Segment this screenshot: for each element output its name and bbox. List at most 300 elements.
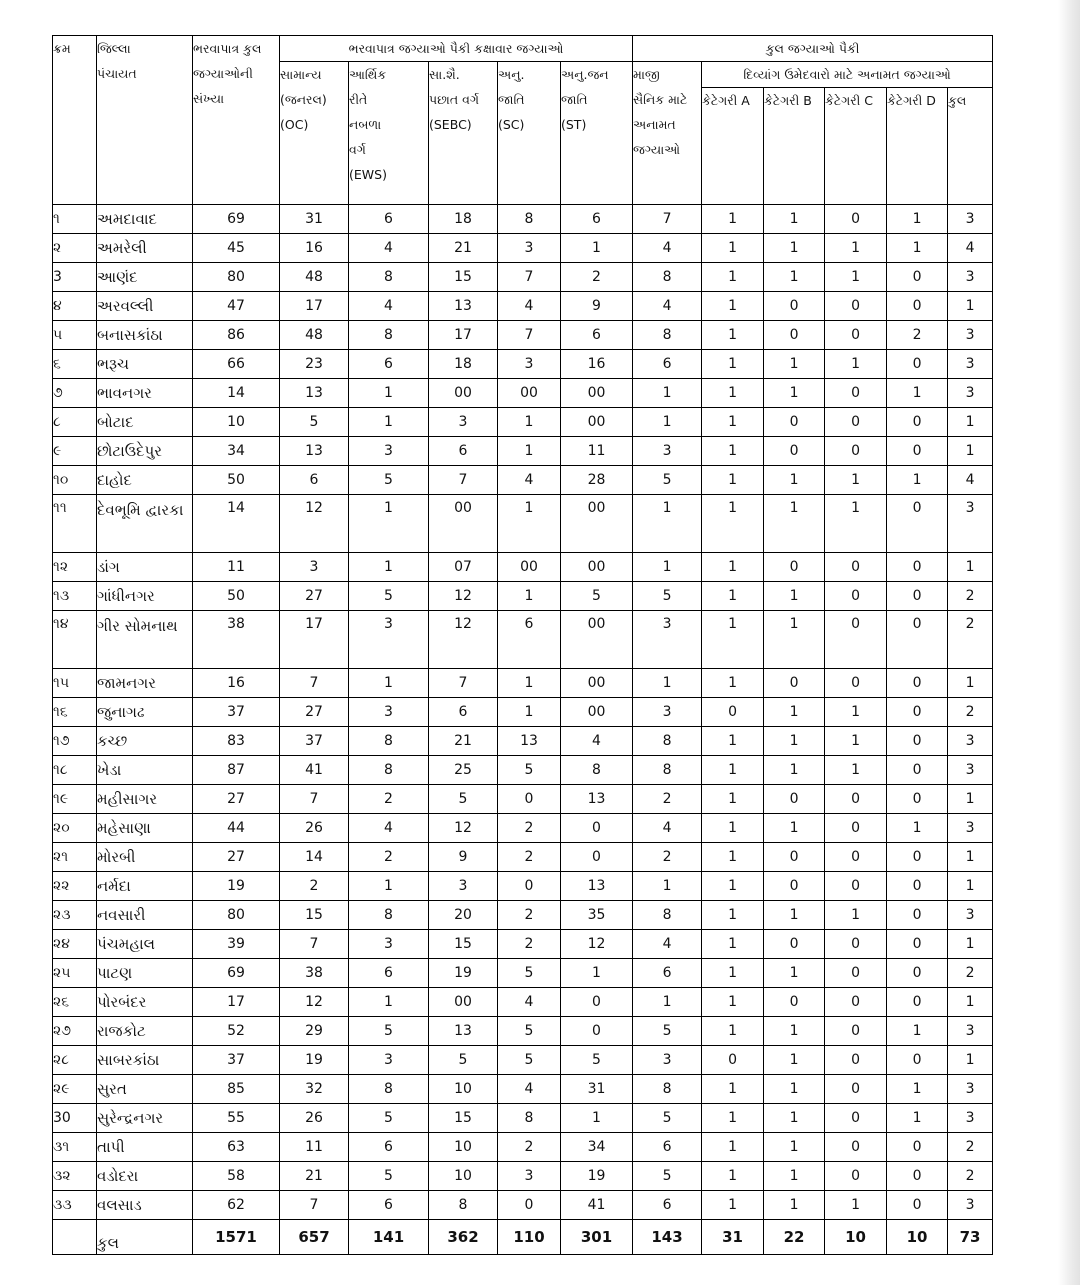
sr-no-cell: ૨ [53, 234, 97, 263]
category-b-cell: 0 [764, 437, 825, 466]
general-cell: 7 [280, 785, 349, 814]
district-cell: મહીસાગર [97, 785, 193, 814]
category-d-cell: 0 [887, 292, 948, 321]
header-sebc: સા.શૈ. પછાત વર્ગ (SEBC) [429, 62, 498, 205]
ews-cell: 3 [349, 611, 429, 669]
category-b-cell: 1 [764, 1191, 825, 1220]
table-row [53, 698, 993, 727]
category-a-cell: 1 [702, 959, 764, 988]
general-cell: 48 [280, 263, 349, 292]
sr-no-cell: ૨૫ [53, 959, 97, 988]
totals-total: 1571 [193, 1220, 280, 1255]
sr-no-cell: ૨૩ [53, 901, 97, 930]
category-c-cell: 0 [825, 1133, 887, 1162]
ews-cell: 5 [349, 1017, 429, 1046]
sc-cell: 0 [498, 872, 561, 901]
total-posts-cell: 34 [193, 437, 280, 466]
category-d-cell: 1 [887, 1104, 948, 1133]
category-a-cell: 0 [702, 698, 764, 727]
header-category-d: કેટેગરી D [887, 88, 948, 205]
category-d-cell: 0 [887, 350, 948, 379]
sc-cell: 1 [498, 582, 561, 611]
ews-cell: 5 [349, 1162, 429, 1191]
district-cell: મોરબી [97, 843, 193, 872]
totals-cat-b: 22 [764, 1220, 825, 1255]
category-b-cell: 1 [764, 350, 825, 379]
category-a-cell: 1 [702, 1133, 764, 1162]
table-row [53, 263, 993, 292]
category-c-cell: 0 [825, 437, 887, 466]
total-posts-cell: 37 [193, 698, 280, 727]
ex-servicemen-cell: 1 [633, 669, 702, 698]
category-c-cell: 0 [825, 988, 887, 1017]
ews-cell: 8 [349, 321, 429, 350]
ews-cell: 1 [349, 495, 429, 553]
table-row [53, 553, 993, 582]
header-disabled-group: દિવ્યાંગ ઉમેદવારો માટે અનામત જગ્યાઓ [702, 62, 993, 88]
category-d-cell: 2 [887, 321, 948, 350]
ex-servicemen-cell: 3 [633, 437, 702, 466]
category-d-cell: 1 [887, 814, 948, 843]
category-d-cell: 0 [887, 959, 948, 988]
ex-servicemen-cell: 4 [633, 234, 702, 263]
general-cell: 26 [280, 1104, 349, 1133]
totals-row [53, 1220, 993, 1255]
totals-disabled-total: 73 [948, 1220, 993, 1255]
general-cell: 17 [280, 611, 349, 669]
general-cell: 32 [280, 1075, 349, 1104]
table-row [53, 756, 993, 785]
general-cell: 31 [280, 205, 349, 234]
table-row [53, 1046, 993, 1075]
disabled-total-cell: 3 [948, 495, 993, 553]
sebc-cell: 9 [429, 843, 498, 872]
disabled-total-cell: 1 [948, 872, 993, 901]
general-cell: 27 [280, 582, 349, 611]
ex-servicemen-cell: 8 [633, 321, 702, 350]
general-cell: 12 [280, 495, 349, 553]
general-cell: 13 [280, 379, 349, 408]
ex-servicemen-cell: 1 [633, 495, 702, 553]
general-cell: 26 [280, 814, 349, 843]
ews-cell: 6 [349, 205, 429, 234]
district-cell: જુનાગઢ [97, 698, 193, 727]
district-cell: ગાંધીનગર [97, 582, 193, 611]
sr-no-cell: ૯ [53, 437, 97, 466]
disabled-total-cell: 1 [948, 553, 993, 582]
general-cell: 38 [280, 959, 349, 988]
header-disabled-total: કુલ [948, 88, 993, 205]
total-posts-cell: 47 [193, 292, 280, 321]
sr-no-cell: ૩૧ [53, 1133, 97, 1162]
sebc-cell: 19 [429, 959, 498, 988]
ews-cell: 2 [349, 785, 429, 814]
totals-oc: 657 [280, 1220, 349, 1255]
disabled-total-cell: 1 [948, 669, 993, 698]
disabled-total-cell: 2 [948, 698, 993, 727]
disabled-total-cell: 1 [948, 843, 993, 872]
category-c-cell: 0 [825, 814, 887, 843]
st-cell: 0 [561, 843, 633, 872]
district-cell: જામનગર [97, 669, 193, 698]
sc-cell: 8 [498, 205, 561, 234]
category-b-cell: 1 [764, 582, 825, 611]
category-d-cell: 1 [887, 205, 948, 234]
total-posts-cell: 38 [193, 611, 280, 669]
category-c-cell: 0 [825, 292, 887, 321]
st-cell: 13 [561, 785, 633, 814]
st-cell: 0 [561, 988, 633, 1017]
district-cell: દાહોદ [97, 466, 193, 495]
category-a-cell: 1 [702, 321, 764, 350]
st-cell: 1 [561, 1104, 633, 1133]
district-cell: વલસાડ [97, 1191, 193, 1220]
category-d-cell: 0 [887, 872, 948, 901]
st-cell: 34 [561, 1133, 633, 1162]
total-posts-cell: 63 [193, 1133, 280, 1162]
totals-cat-a: 31 [702, 1220, 764, 1255]
category-a-cell: 1 [702, 1017, 764, 1046]
category-c-cell: 0 [825, 785, 887, 814]
total-posts-cell: 14 [193, 379, 280, 408]
sebc-cell: 5 [429, 1046, 498, 1075]
header-total-group: કુલ જગ્યાઓ પૈકી [633, 36, 993, 62]
table-row [53, 930, 993, 959]
disabled-total-cell: 3 [948, 379, 993, 408]
totals-cat-c: 10 [825, 1220, 887, 1255]
category-b-cell: 1 [764, 1017, 825, 1046]
sebc-cell: 10 [429, 1162, 498, 1191]
table-row [53, 727, 993, 756]
district-cell: બોટાદ [97, 408, 193, 437]
total-posts-cell: 50 [193, 466, 280, 495]
disabled-total-cell: 3 [948, 727, 993, 756]
category-d-cell: 0 [887, 408, 948, 437]
table-row [53, 379, 993, 408]
total-posts-cell: 80 [193, 901, 280, 930]
sc-cell: 7 [498, 263, 561, 292]
sr-no-cell: ૮ [53, 408, 97, 437]
ex-servicemen-cell: 1 [633, 872, 702, 901]
sr-no-cell: ૨૬ [53, 988, 97, 1017]
sr-no-cell: ૩૨ [53, 1162, 97, 1191]
category-c-cell: 0 [825, 1075, 887, 1104]
st-cell: 12 [561, 930, 633, 959]
ews-cell: 3 [349, 930, 429, 959]
sebc-cell: 12 [429, 814, 498, 843]
category-b-cell: 0 [764, 872, 825, 901]
ex-servicemen-cell: 6 [633, 1133, 702, 1162]
sc-cell: 2 [498, 930, 561, 959]
st-cell: 00 [561, 698, 633, 727]
disabled-total-cell: 1 [948, 292, 993, 321]
sebc-cell: 6 [429, 698, 498, 727]
disabled-total-cell: 3 [948, 263, 993, 292]
disabled-total-cell: 3 [948, 1104, 993, 1133]
sc-cell: 2 [498, 814, 561, 843]
total-posts-cell: 45 [193, 234, 280, 263]
category-b-cell: 0 [764, 292, 825, 321]
category-a-cell: 1 [702, 843, 764, 872]
st-cell: 00 [561, 669, 633, 698]
category-c-cell: 1 [825, 1191, 887, 1220]
sr-no-cell: ૧૨ [53, 553, 97, 582]
ews-cell: 5 [349, 466, 429, 495]
category-a-cell: 1 [702, 350, 764, 379]
category-b-cell: 1 [764, 756, 825, 785]
disabled-total-cell: 2 [948, 1162, 993, 1191]
sebc-cell: 21 [429, 727, 498, 756]
disabled-total-cell: 3 [948, 901, 993, 930]
sr-no-cell: ૧૪ [53, 611, 97, 669]
category-b-cell: 1 [764, 466, 825, 495]
category-b-cell: 0 [764, 988, 825, 1017]
total-posts-cell: 52 [193, 1017, 280, 1046]
table-row [53, 408, 993, 437]
sr-no-cell: ૪ [53, 292, 97, 321]
table-row [53, 1191, 993, 1220]
sebc-cell: 3 [429, 408, 498, 437]
ex-servicemen-cell: 6 [633, 1191, 702, 1220]
category-a-cell: 1 [702, 466, 764, 495]
category-d-cell: 0 [887, 1133, 948, 1162]
category-d-cell: 0 [887, 263, 948, 292]
st-cell: 6 [561, 205, 633, 234]
disabled-total-cell: 3 [948, 1017, 993, 1046]
sc-cell: 4 [498, 466, 561, 495]
sr-no-cell: ૨૯ [53, 1075, 97, 1104]
district-cell: ખેડા [97, 756, 193, 785]
district-cell: વડોદરા [97, 1162, 193, 1191]
ews-cell: 8 [349, 756, 429, 785]
total-posts-cell: 55 [193, 1104, 280, 1133]
category-c-cell: 0 [825, 1046, 887, 1075]
sr-no-cell: 3 [53, 263, 97, 292]
ews-cell: 4 [349, 234, 429, 263]
ews-cell: 6 [349, 1133, 429, 1162]
district-cell: સુરત [97, 1075, 193, 1104]
general-cell: 3 [280, 553, 349, 582]
category-d-cell: 0 [887, 611, 948, 669]
sebc-cell: 13 [429, 292, 498, 321]
sr-no-cell: ૨૭ [53, 1017, 97, 1046]
st-cell: 6 [561, 321, 633, 350]
sebc-cell: 15 [429, 930, 498, 959]
category-a-cell: 1 [702, 756, 764, 785]
sr-no-cell: ૧ [53, 205, 97, 234]
sr-no-cell: ૩૩ [53, 1191, 97, 1220]
table-row [53, 988, 993, 1017]
district-cell: દેવભૂમિ દ્વારકા [97, 495, 193, 553]
sebc-cell: 7 [429, 669, 498, 698]
category-a-cell: 1 [702, 408, 764, 437]
district-cell: કચ્છ [97, 727, 193, 756]
category-a-cell: 1 [702, 669, 764, 698]
category-c-cell: 0 [825, 553, 887, 582]
st-cell: 16 [561, 350, 633, 379]
district-cell: પંચમહાલ [97, 930, 193, 959]
sc-cell: 3 [498, 234, 561, 263]
sc-cell: 4 [498, 1075, 561, 1104]
district-cell: છોટાઉદેપુર [97, 437, 193, 466]
total-posts-cell: 80 [193, 263, 280, 292]
category-c-cell: 0 [825, 582, 887, 611]
general-cell: 27 [280, 698, 349, 727]
sc-cell: 1 [498, 495, 561, 553]
totals-label: કુલ [97, 1220, 193, 1255]
ews-cell: 3 [349, 698, 429, 727]
category-d-cell: 0 [887, 553, 948, 582]
category-a-cell: 1 [702, 872, 764, 901]
st-cell: 00 [561, 379, 633, 408]
category-b-cell: 0 [764, 408, 825, 437]
sc-cell: 3 [498, 350, 561, 379]
ex-servicemen-cell: 5 [633, 582, 702, 611]
ex-servicemen-cell: 1 [633, 408, 702, 437]
ews-cell: 8 [349, 263, 429, 292]
district-cell: આણંદ [97, 263, 193, 292]
category-c-cell: 0 [825, 321, 887, 350]
st-cell: 5 [561, 1046, 633, 1075]
sc-cell: 2 [498, 1133, 561, 1162]
general-cell: 5 [280, 408, 349, 437]
category-d-cell: 0 [887, 843, 948, 872]
district-cell: અમરેલી [97, 234, 193, 263]
category-c-cell: 1 [825, 350, 887, 379]
table-row [53, 785, 993, 814]
sr-no-cell: ૨૧ [53, 843, 97, 872]
sc-cell: 13 [498, 727, 561, 756]
category-b-cell: 1 [764, 495, 825, 553]
sr-no-cell: ૨૦ [53, 814, 97, 843]
ex-servicemen-cell: 1 [633, 553, 702, 582]
disabled-total-cell: 1 [948, 437, 993, 466]
disabled-total-cell: 3 [948, 814, 993, 843]
ews-cell: 1 [349, 988, 429, 1017]
district-cell: પોરબંદર [97, 988, 193, 1017]
category-a-cell: 1 [702, 1104, 764, 1133]
sebc-cell: 25 [429, 756, 498, 785]
category-a-cell: 0 [702, 1046, 764, 1075]
disabled-total-cell: 2 [948, 582, 993, 611]
sebc-cell: 7 [429, 466, 498, 495]
sebc-cell: 17 [429, 321, 498, 350]
general-cell: 11 [280, 1133, 349, 1162]
ews-cell: 8 [349, 1075, 429, 1104]
general-cell: 16 [280, 234, 349, 263]
disabled-total-cell: 1 [948, 785, 993, 814]
sr-no-cell: ૧૧ [53, 495, 97, 553]
st-cell: 00 [561, 495, 633, 553]
sc-cell: 5 [498, 1046, 561, 1075]
st-cell: 4 [561, 727, 633, 756]
table-row [53, 901, 993, 930]
ews-cell: 2 [349, 843, 429, 872]
category-a-cell: 1 [702, 379, 764, 408]
category-b-cell: 1 [764, 379, 825, 408]
total-posts-cell: 11 [193, 553, 280, 582]
category-b-cell: 1 [764, 611, 825, 669]
sebc-cell: 00 [429, 988, 498, 1017]
district-cell: તાપી [97, 1133, 193, 1162]
sc-cell: 5 [498, 756, 561, 785]
district-cell: અમદાવાદ [97, 205, 193, 234]
category-d-cell: 0 [887, 785, 948, 814]
category-d-cell: 0 [887, 669, 948, 698]
sc-cell: 1 [498, 698, 561, 727]
st-cell: 0 [561, 814, 633, 843]
category-c-cell: 0 [825, 379, 887, 408]
category-c-cell: 0 [825, 1104, 887, 1133]
totals-sebc: 362 [429, 1220, 498, 1255]
category-b-cell: 0 [764, 669, 825, 698]
sebc-cell: 18 [429, 205, 498, 234]
category-b-cell: 1 [764, 1104, 825, 1133]
sc-cell: 1 [498, 408, 561, 437]
disabled-total-cell: 3 [948, 1191, 993, 1220]
category-d-cell: 0 [887, 1046, 948, 1075]
total-posts-cell: 14 [193, 495, 280, 553]
category-b-cell: 1 [764, 1133, 825, 1162]
st-cell: 41 [561, 1191, 633, 1220]
st-cell: 28 [561, 466, 633, 495]
ews-cell: 5 [349, 582, 429, 611]
sc-cell: 1 [498, 669, 561, 698]
category-d-cell: 1 [887, 1017, 948, 1046]
sc-cell: 8 [498, 1104, 561, 1133]
district-cell: રાજકોટ [97, 1017, 193, 1046]
category-c-cell: 0 [825, 843, 887, 872]
category-c-cell: 1 [825, 756, 887, 785]
total-posts-cell: 69 [193, 205, 280, 234]
table-row [53, 1162, 993, 1191]
sc-cell: 3 [498, 1162, 561, 1191]
sc-cell: 5 [498, 959, 561, 988]
category-a-cell: 1 [702, 611, 764, 669]
category-a-cell: 1 [702, 1075, 764, 1104]
totals-exs: 143 [633, 1220, 702, 1255]
category-d-cell: 1 [887, 466, 948, 495]
category-d-cell: 0 [887, 727, 948, 756]
sebc-cell: 00 [429, 379, 498, 408]
district-cell: અરવલ્લી [97, 292, 193, 321]
ex-servicemen-cell: 6 [633, 350, 702, 379]
category-c-cell: 1 [825, 901, 887, 930]
total-posts-cell: 27 [193, 785, 280, 814]
header-ex-servicemen: માજી સૈનિક માટે અનામત જગ્યાઓ [633, 62, 702, 205]
total-posts-cell: 39 [193, 930, 280, 959]
general-cell: 7 [280, 930, 349, 959]
table-row [53, 292, 993, 321]
general-cell: 29 [280, 1017, 349, 1046]
header-ews: આર્થિક રીતે નબળા વર્ગ (EWS) [349, 62, 429, 205]
category-d-cell: 0 [887, 698, 948, 727]
sc-cell: 5 [498, 1017, 561, 1046]
table-row [53, 669, 993, 698]
general-cell: 6 [280, 466, 349, 495]
ex-servicemen-cell: 6 [633, 959, 702, 988]
ex-servicemen-cell: 2 [633, 785, 702, 814]
general-cell: 17 [280, 292, 349, 321]
vacancy-table [52, 35, 993, 1255]
ews-cell: 6 [349, 1191, 429, 1220]
sc-cell: 7 [498, 321, 561, 350]
total-posts-cell: 19 [193, 872, 280, 901]
ex-servicemen-cell: 1 [633, 988, 702, 1017]
sebc-cell: 07 [429, 553, 498, 582]
category-a-cell: 1 [702, 582, 764, 611]
sebc-cell: 12 [429, 611, 498, 669]
